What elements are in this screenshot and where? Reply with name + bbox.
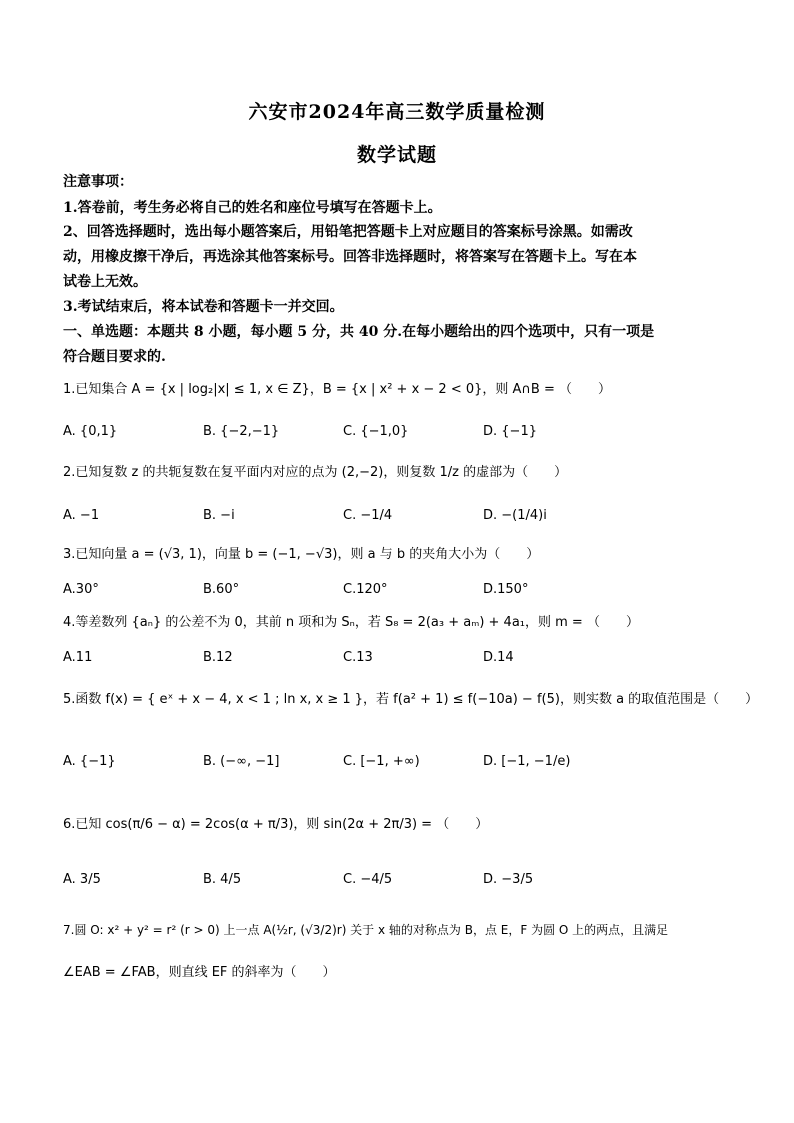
notice-line: 2、回答选择题时，选出每小题答案后，用铅笔把答题卡上对应题目的答案标号涂黑。如需改: [63, 224, 633, 240]
question-5-option-a: A. {−1}: [63, 754, 116, 769]
question-3-option-a: A.30°: [63, 582, 99, 597]
question-5-option-d: D. [−1, −1/e): [483, 754, 571, 769]
question-6-stem: 6.已知 cos(π/6 − α) = 2cos(α + π/3)，则 sin(2α + 2π/3) = （ ）: [63, 817, 489, 832]
question-7-stem: 7.圆 O: x² + y² = r² (r > 0) 上一点 A(½r, (√3/2)r) 关于 x 轴的对称点为 B，点 E，F 为圆 O 上的两点，且满足: [63, 923, 669, 937]
question-3-option-b: B.60°: [203, 582, 240, 597]
notice-line: 试卷上无效。: [63, 274, 147, 290]
question-1-stem: 1.已知集合 A = {x | log₂|x| ≤ 1, x ∈ Z}，B = {x | x² + x − 2 < 0}，则 A∩B = （ ）: [63, 382, 612, 397]
notice-heading: 注意事项：: [63, 174, 133, 190]
question-5-option-c: C. [−1, +∞): [343, 754, 420, 769]
question-3-option-d: D.150°: [483, 582, 529, 597]
question-4-option-a: A.11: [63, 650, 93, 665]
question-2-stem: 2.已知复数 z 的共轭复数在复平面内对应的点为 (2,−2)，则复数 1/z 的虚部为（ ）: [63, 465, 568, 480]
question-7-stem-cont: ∠EAB = ∠FAB，则直线 EF 的斜率为（ ）: [63, 965, 336, 980]
question-4-stem: 4.等差数列 {aₙ} 的公差不为 0，其前 n 项和为 Sₙ，若 S₈ = 2(a₃ + aₘ) + 4a₁，则 m = （ ）: [63, 615, 639, 630]
question-2-option-c: C. −1/4: [343, 508, 393, 523]
question-1-option-a: A. {0,1}: [63, 424, 118, 439]
question-2-option-b: B. −i: [203, 508, 235, 523]
notice-line: 动，用橡皮擦干净后，再选涂其他答案标号。回答非选择题时，将答案写在答题卡上。写在本: [63, 249, 637, 265]
question-6-option-a: A. 3/5: [63, 872, 101, 887]
section-heading-cont: 符合题目要求的.: [63, 349, 166, 365]
question-2-option-a: A. −1: [63, 508, 100, 523]
notice-line: 3.考试结束后，将本试卷和答题卡一并交回。: [63, 299, 344, 315]
section-heading: 一、单选题：本题共 8 小题，每小题 5 分，共 40 分.在每小题给出的四个选项中，只有一项是: [63, 324, 655, 340]
question-6-option-b: B. 4/5: [203, 872, 242, 887]
question-2-option-d: D. −(1/4)i: [483, 508, 547, 523]
question-3-stem: 3.已知向量 a = (√3, 1)，向量 b = (−1, −√3)，则 a 与 b 的夹角大小为（ ）: [63, 547, 540, 562]
exam-title: 六安市2024年高三数学质量检测: [248, 101, 546, 123]
question-1-option-c: C. {−1,0}: [343, 424, 409, 439]
question-6-option-c: C. −4/5: [343, 872, 393, 887]
question-6-option-d: D. −3/5: [483, 872, 534, 887]
question-1-option-d: D. {−1}: [483, 424, 537, 439]
question-4-option-d: D.14: [483, 650, 514, 665]
question-4-option-c: C.13: [343, 650, 373, 665]
question-3-option-c: C.120°: [343, 582, 388, 597]
notice-line: 1.答卷前，考生务必将自己的姓名和座位号填写在答题卡上。: [63, 200, 442, 216]
question-4-option-b: B.12: [203, 650, 233, 665]
exam-subtitle: 数学试题: [356, 144, 437, 166]
question-5-stem: 5.函数 f(x) = { eˣ + x − 4, x < 1 ; ln x, x ≥ 1 }，若 f(a² + 1) ≤ f(−10a) − f(5)，则实数 a 的取值范围是（ ）: [63, 692, 759, 707]
question-1-option-b: B. {−2,−1}: [203, 424, 280, 439]
question-5-option-b: B. (−∞, −1]: [203, 754, 280, 769]
